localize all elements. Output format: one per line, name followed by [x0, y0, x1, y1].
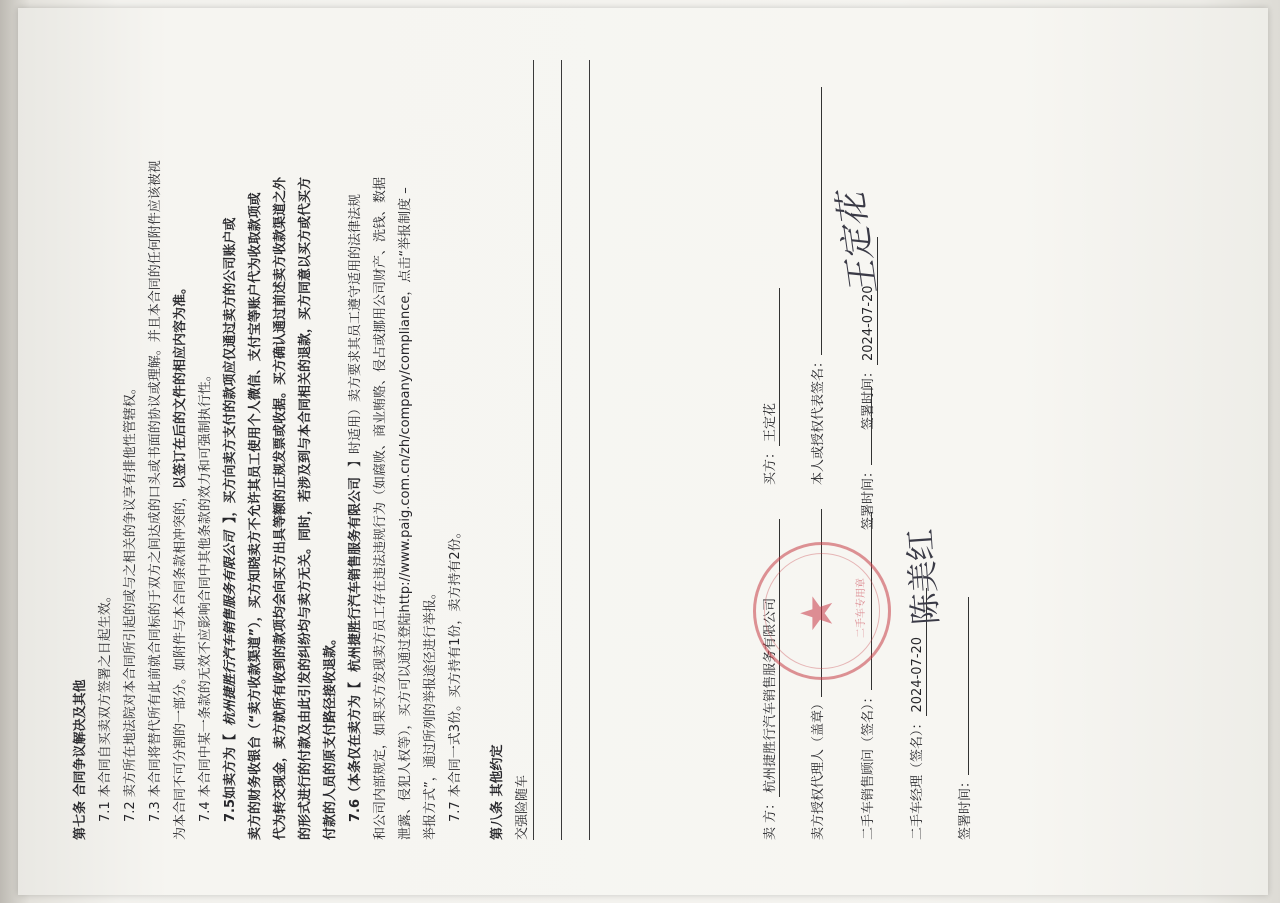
buyer-row	[763, 288, 780, 485]
clause-7-6-prefix: 7.6（本条仅在卖方为【	[348, 681, 363, 822]
sign-time-bottom-row	[958, 597, 974, 840]
buyer-label: 买方：	[763, 445, 778, 485]
seller-label: 卖 方：	[763, 796, 778, 840]
clause-7-3-line2b: 以签订在后的文件的相应内容为准。	[173, 280, 188, 489]
stamp-subtext: 二手车专用章	[856, 578, 867, 638]
sign-time-right-label: 签署时间：	[861, 464, 876, 530]
manager-row	[910, 588, 927, 840]
clause-7-5-prefix: 7.5如卖方为【	[223, 733, 238, 822]
clause-7-7: 7.7 本合同一式3份。买方持有1份，卖方持有2份。	[448, 525, 463, 822]
article8-heading: 第八条 其他约定	[490, 744, 505, 840]
clause-7-6-suffix: 】时适用）卖方要求其员工遵守适用的法律法规	[348, 193, 363, 467]
clause-7-6-line4: 举报方式”，通过所列的举报途径进行举报。	[423, 586, 438, 840]
rotated-page-content	[18, 8, 1268, 895]
manager-date: 2024-07-20	[910, 588, 927, 716]
blank-line-2	[561, 60, 562, 840]
blank-line-1	[533, 60, 534, 840]
clause-7-5-suffix: 】，买方向卖方支付的款项应仅通过卖方的公司账户或	[223, 217, 238, 523]
clause-7-6-line2: 和公司内部规定，如果买方发现卖方员工存在违法违规行为（如腐败、商业贿赂、侵占或挪用公司财产、洗钱、数据	[373, 176, 388, 840]
clause-7-2: 7.2 卖方所在地法院对本合同所引起的或与之相关的争议享有排他性管辖权。	[123, 381, 138, 822]
clause-7-1: 7.1 本合同自买卖双方签署之日起生效。	[98, 589, 113, 822]
stamp-star-icon: ★	[792, 593, 843, 633]
seller-name: 杭州捷胜行汽车销售服务有限公司	[763, 519, 780, 797]
clause-7-5-line1	[223, 217, 239, 822]
article8-text: 交强险随车	[515, 774, 530, 840]
sign-time-bottom-label: 签署时间：	[958, 774, 973, 840]
article7-heading: 第七条 合同争议解决及其他	[73, 679, 88, 840]
manager-label: 二手车经理（签名）：	[910, 716, 925, 840]
sign-time-buyer-label: 签署时间：	[861, 364, 876, 430]
buyer-name: 王定花	[763, 288, 780, 446]
clause-7-5-line4: 的形式进行的付款及由此引发的纠纷均与卖方无关。同时，若涉及到与本合同相关的退款，买方同意以买方或代买方	[298, 176, 313, 840]
clause-7-3-line2a: 为本合同不可分割的一部分。如附件与本合同条款相冲突的，	[173, 488, 188, 840]
clause-7-3-line2	[173, 281, 189, 840]
clause-7-6-line3: 泄露、侵犯人权等），买方可以通过登陆http://www.paig.com.cn/zh/company/compliance，点击“举报制度 –	[398, 187, 413, 840]
clause-7-3-line1: 7.3 本合同将替代所有此前就合同标的于双方之间达成的口头或书面的协议或理解。并且本合同的任何附件应该被视	[148, 160, 163, 822]
company-seal-stamp	[753, 542, 891, 680]
seller-agent-label: 卖方授权代理人（盖章）	[811, 696, 826, 840]
clause-7-5-line5: 付款的人员的原支付路径接收退款。	[323, 631, 338, 840]
clause-7-6-company: 杭州捷胜行汽车销售服务有限公司	[348, 476, 363, 672]
advisor-label: 二手车销售顾问（签名）：	[861, 690, 876, 840]
clause-7-5-company: 杭州捷胜行汽车销售服务有限公司	[223, 530, 238, 726]
sign-time-buyer: 2024-07-20	[861, 237, 878, 365]
buyer-rep-label: 本人或授权代表签名：	[811, 354, 826, 485]
blank-line-3	[589, 60, 590, 840]
clause-7-4: 7.4 本合同中某一条款的无效不应影响合同中其他条款的效力和可强制执行性。	[198, 368, 213, 822]
clause-7-5-line3: 代为转交现金，卖方就所有收到的款项均会向买方出具等额的正规发票或收据。买方确认通过前述卖方收款渠道之外	[273, 176, 288, 840]
buyer-handwritten-signature: 王定花	[831, 190, 885, 297]
contract-page	[18, 8, 1268, 895]
buyer-rep-row	[811, 87, 827, 485]
advisor-handwritten-signature: 陈美红	[900, 527, 946, 627]
clause-7-5-line2: 卖方的财务收银台（“卖方收款渠道”），买方知晓卖方不允许其员工使用个人微信、支付宝等账户代为收取款项或	[248, 192, 263, 840]
clause-7-6-line1	[348, 194, 364, 822]
